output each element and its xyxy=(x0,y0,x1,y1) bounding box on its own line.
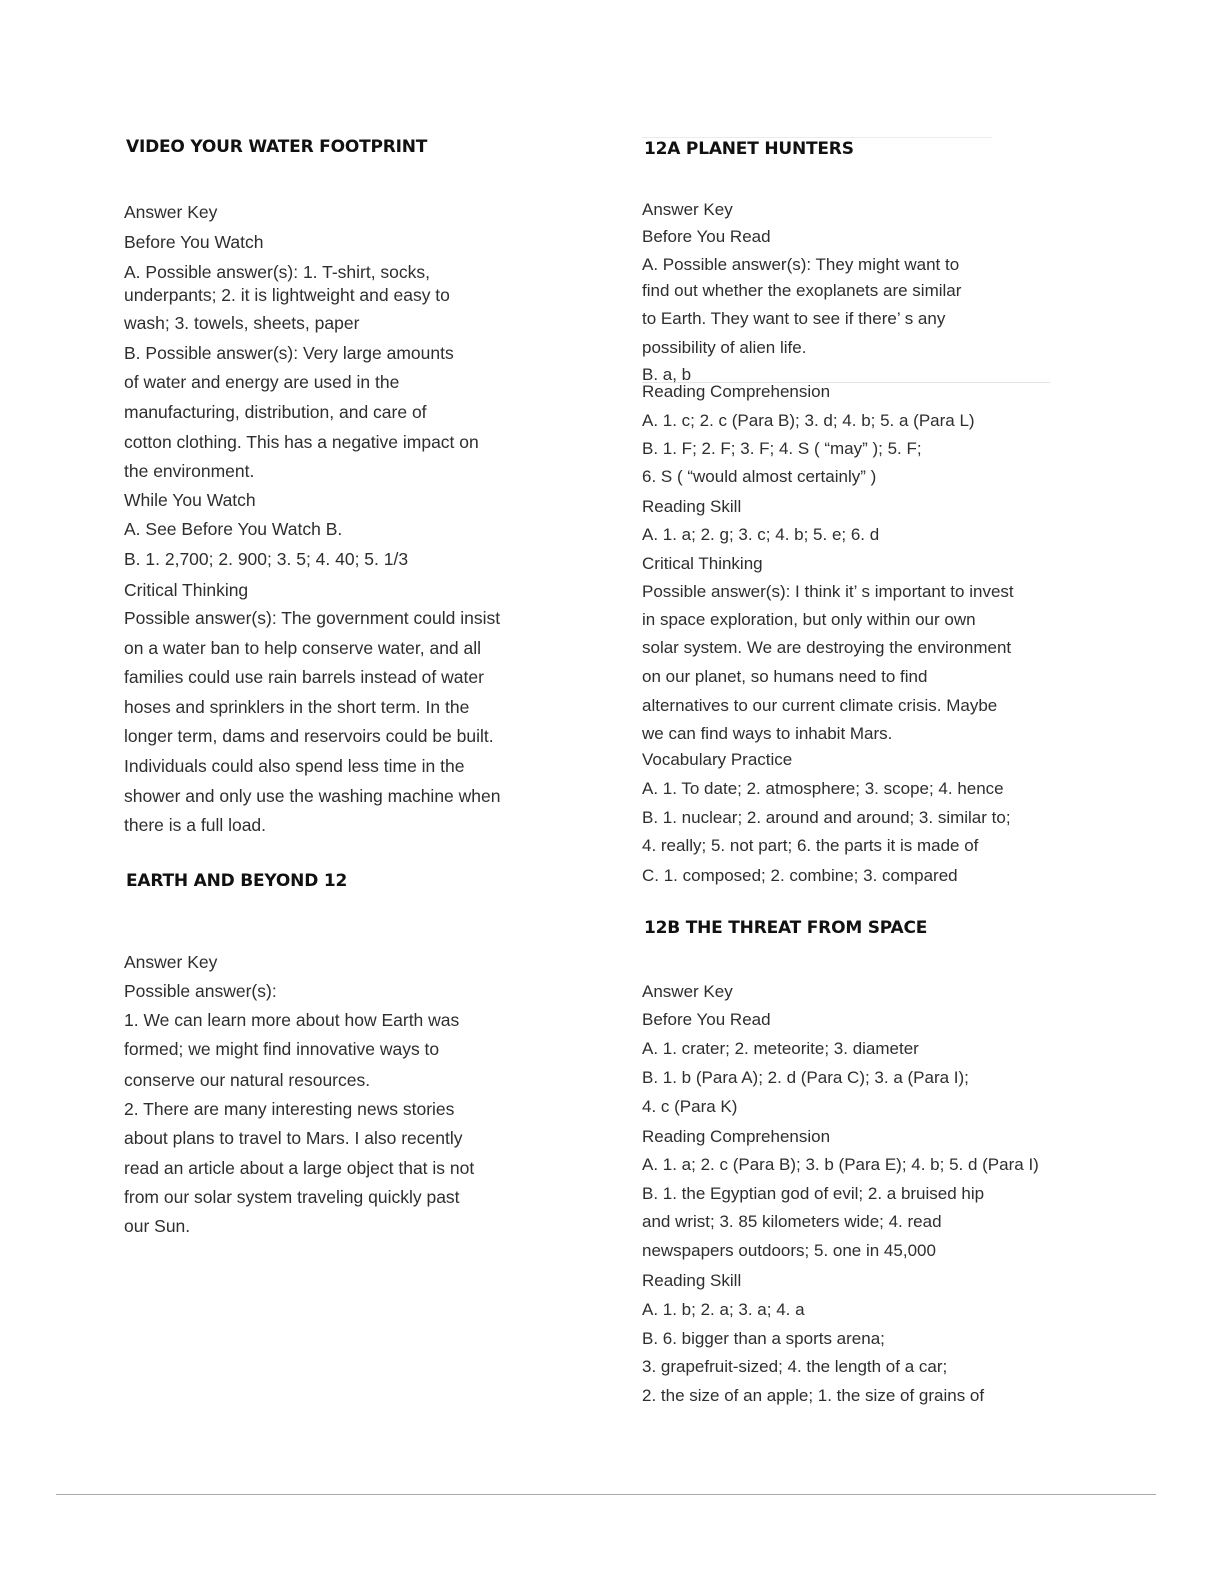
text-line: 4. really; 5. not part; 6. the parts it is made of xyxy=(642,836,979,855)
text-line: B. 6. bigger than a sports arena; xyxy=(642,1329,885,1348)
text-line: 3. grapefruit-sized; 4. the length of a car; xyxy=(642,1357,948,1376)
text-line: our Sun. xyxy=(124,1216,191,1236)
text-line: read an article about a large object that is not xyxy=(124,1158,475,1178)
text-line: of water and energy are used in the xyxy=(124,372,400,392)
text-line: Before You Watch xyxy=(124,232,264,252)
text-line: B. 1. 2,700; 2. 900; 3. 5; 4. 40; 5. 1/3 xyxy=(124,549,409,569)
text-line: Critical Thinking xyxy=(642,554,763,573)
text-line: 4. c (Para K) xyxy=(642,1097,738,1116)
section-heading-12b-the-threat-from-space: 12B THE THREAT FROM SPACE xyxy=(644,918,928,938)
text-line: Reading Comprehension xyxy=(642,382,831,401)
text-line: Answer Key xyxy=(124,952,218,972)
text-line: A. 1. To date; 2. atmosphere; 3. scope; 4. hence xyxy=(642,779,1004,798)
text-line: in space exploration, but only within our own xyxy=(642,610,976,629)
text-line: Answer Key xyxy=(642,982,733,1001)
text-line: Possible answer(s): I think it’ s important to invest xyxy=(642,582,1014,601)
text-line: possibility of alien life. xyxy=(642,338,807,357)
text-line: B. 1. the Egyptian god of evil; 2. a bruised hip xyxy=(642,1184,985,1203)
text-line: A. Possible answer(s): They might want to xyxy=(642,255,960,274)
text-line: longer term, dams and reservoirs could be built. xyxy=(124,726,494,746)
text-line: there is a full load. xyxy=(124,815,267,835)
text-line: While You Watch xyxy=(124,490,256,510)
text-line: A. 1. a; 2. g; 3. c; 4. b; 5. e; 6. d xyxy=(642,525,880,544)
text-line: A. See Before You Watch B. xyxy=(124,519,343,539)
heading-rule xyxy=(642,137,992,138)
text-line: manufacturing, distribution, and care of xyxy=(124,402,427,422)
text-line: Vocabulary Practice xyxy=(642,750,793,769)
text-line: Before You Read xyxy=(642,227,771,246)
section-heading-video-your-water-footprint: VIDEO YOUR WATER FOOTPRINT xyxy=(126,137,428,157)
text-line: 6. S ( “would almost certainly” ) xyxy=(642,467,877,486)
text-line: conserve our natural resources. xyxy=(124,1070,371,1090)
text-line: A. 1. a; 2. c (Para B); 3. b (Para E); 4. b; 5. d (Para I) xyxy=(642,1155,1039,1174)
text-line: families could use rain barrels instead of water xyxy=(124,667,484,687)
text-line: wash; 3. towels, sheets, paper xyxy=(124,313,360,333)
text-line: Critical Thinking xyxy=(124,580,249,600)
text-line: 2. There are many interesting news stories xyxy=(124,1099,455,1119)
text-line: B. a, b xyxy=(642,365,692,384)
text-line: on our planet, so humans need to find xyxy=(642,667,928,686)
text-line: from our solar system traveling quickly past xyxy=(124,1187,460,1207)
text-line: about plans to travel to Mars. I also recently xyxy=(124,1128,463,1148)
text-line: solar system. We are destroying the environment xyxy=(642,638,1012,657)
text-line: A. 1. c; 2. c (Para B); 3. d; 4. b; 5. a (Para L) xyxy=(642,411,975,430)
text-line: Individuals could also spend less time in the xyxy=(124,756,465,776)
text-line: Answer Key xyxy=(642,200,733,219)
text-line: formed; we might find innovative ways to xyxy=(124,1039,440,1059)
text-line: B. 1. F; 2. F; 3. F; 4. S ( “may” ); 5. F; xyxy=(642,439,922,458)
text-line: and wrist; 3. 85 kilometers wide; 4. read xyxy=(642,1212,942,1231)
text-line: Reading Skill xyxy=(642,497,742,516)
text-line: hoses and sprinklers in the short term. In the xyxy=(124,697,470,717)
text-line: B. 1. nuclear; 2. around and around; 3. similar to; xyxy=(642,808,1011,827)
text-line: Possible answer(s): xyxy=(124,981,277,1001)
text-line: Reading Skill xyxy=(642,1271,742,1290)
text-line: on a water ban to help conserve water, and all xyxy=(124,638,482,658)
text-line: C. 1. composed; 2. combine; 3. compared xyxy=(642,866,958,885)
text-line: alternatives to our current climate crisis. Maybe xyxy=(642,696,998,715)
text-line: newspapers outdoors; 5. one in 45,000 xyxy=(642,1241,936,1260)
text-line: A. 1. crater; 2. meteorite; 3. diameter xyxy=(642,1039,919,1058)
text-line: underpants; 2. it is lightweight and easy to xyxy=(124,285,450,305)
section-heading-earth-and-beyond-12: EARTH AND BEYOND 12 xyxy=(126,871,348,891)
text-line: we can find ways to inhabit Mars. xyxy=(642,724,893,743)
text-line: A. 1. b; 2. a; 3. a; 4. a xyxy=(642,1300,805,1319)
text-line: Reading Comprehension xyxy=(642,1127,831,1146)
text-line: B. Possible answer(s): Very large amounts xyxy=(124,343,454,363)
text-line: 2. the size of an apple; 1. the size of grains of xyxy=(642,1386,985,1405)
footer-divider xyxy=(56,1494,1156,1495)
text-line: Before You Read xyxy=(642,1010,771,1029)
text-line: the environment. xyxy=(124,461,255,481)
text-line: Possible answer(s): The government could insist xyxy=(124,608,501,628)
text-line: shower and only use the washing machine when xyxy=(124,786,501,806)
text-line: Answer Key xyxy=(124,202,218,222)
text-line: B. 1. b (Para A); 2. d (Para C); 3. a (Para I); xyxy=(642,1068,969,1087)
text-line: to Earth. They want to see if there’ s any xyxy=(642,309,946,328)
text-line: cotton clothing. This has a negative impact on xyxy=(124,432,479,452)
text-line: A. Possible answer(s): 1. T-shirt, socks, xyxy=(124,262,431,282)
text-line: 1. We can learn more about how Earth was xyxy=(124,1010,460,1030)
text-line: find out whether the exoplanets are similar xyxy=(642,281,962,300)
section-heading-12a-planet-hunters: 12A PLANET HUNTERS xyxy=(644,139,854,159)
